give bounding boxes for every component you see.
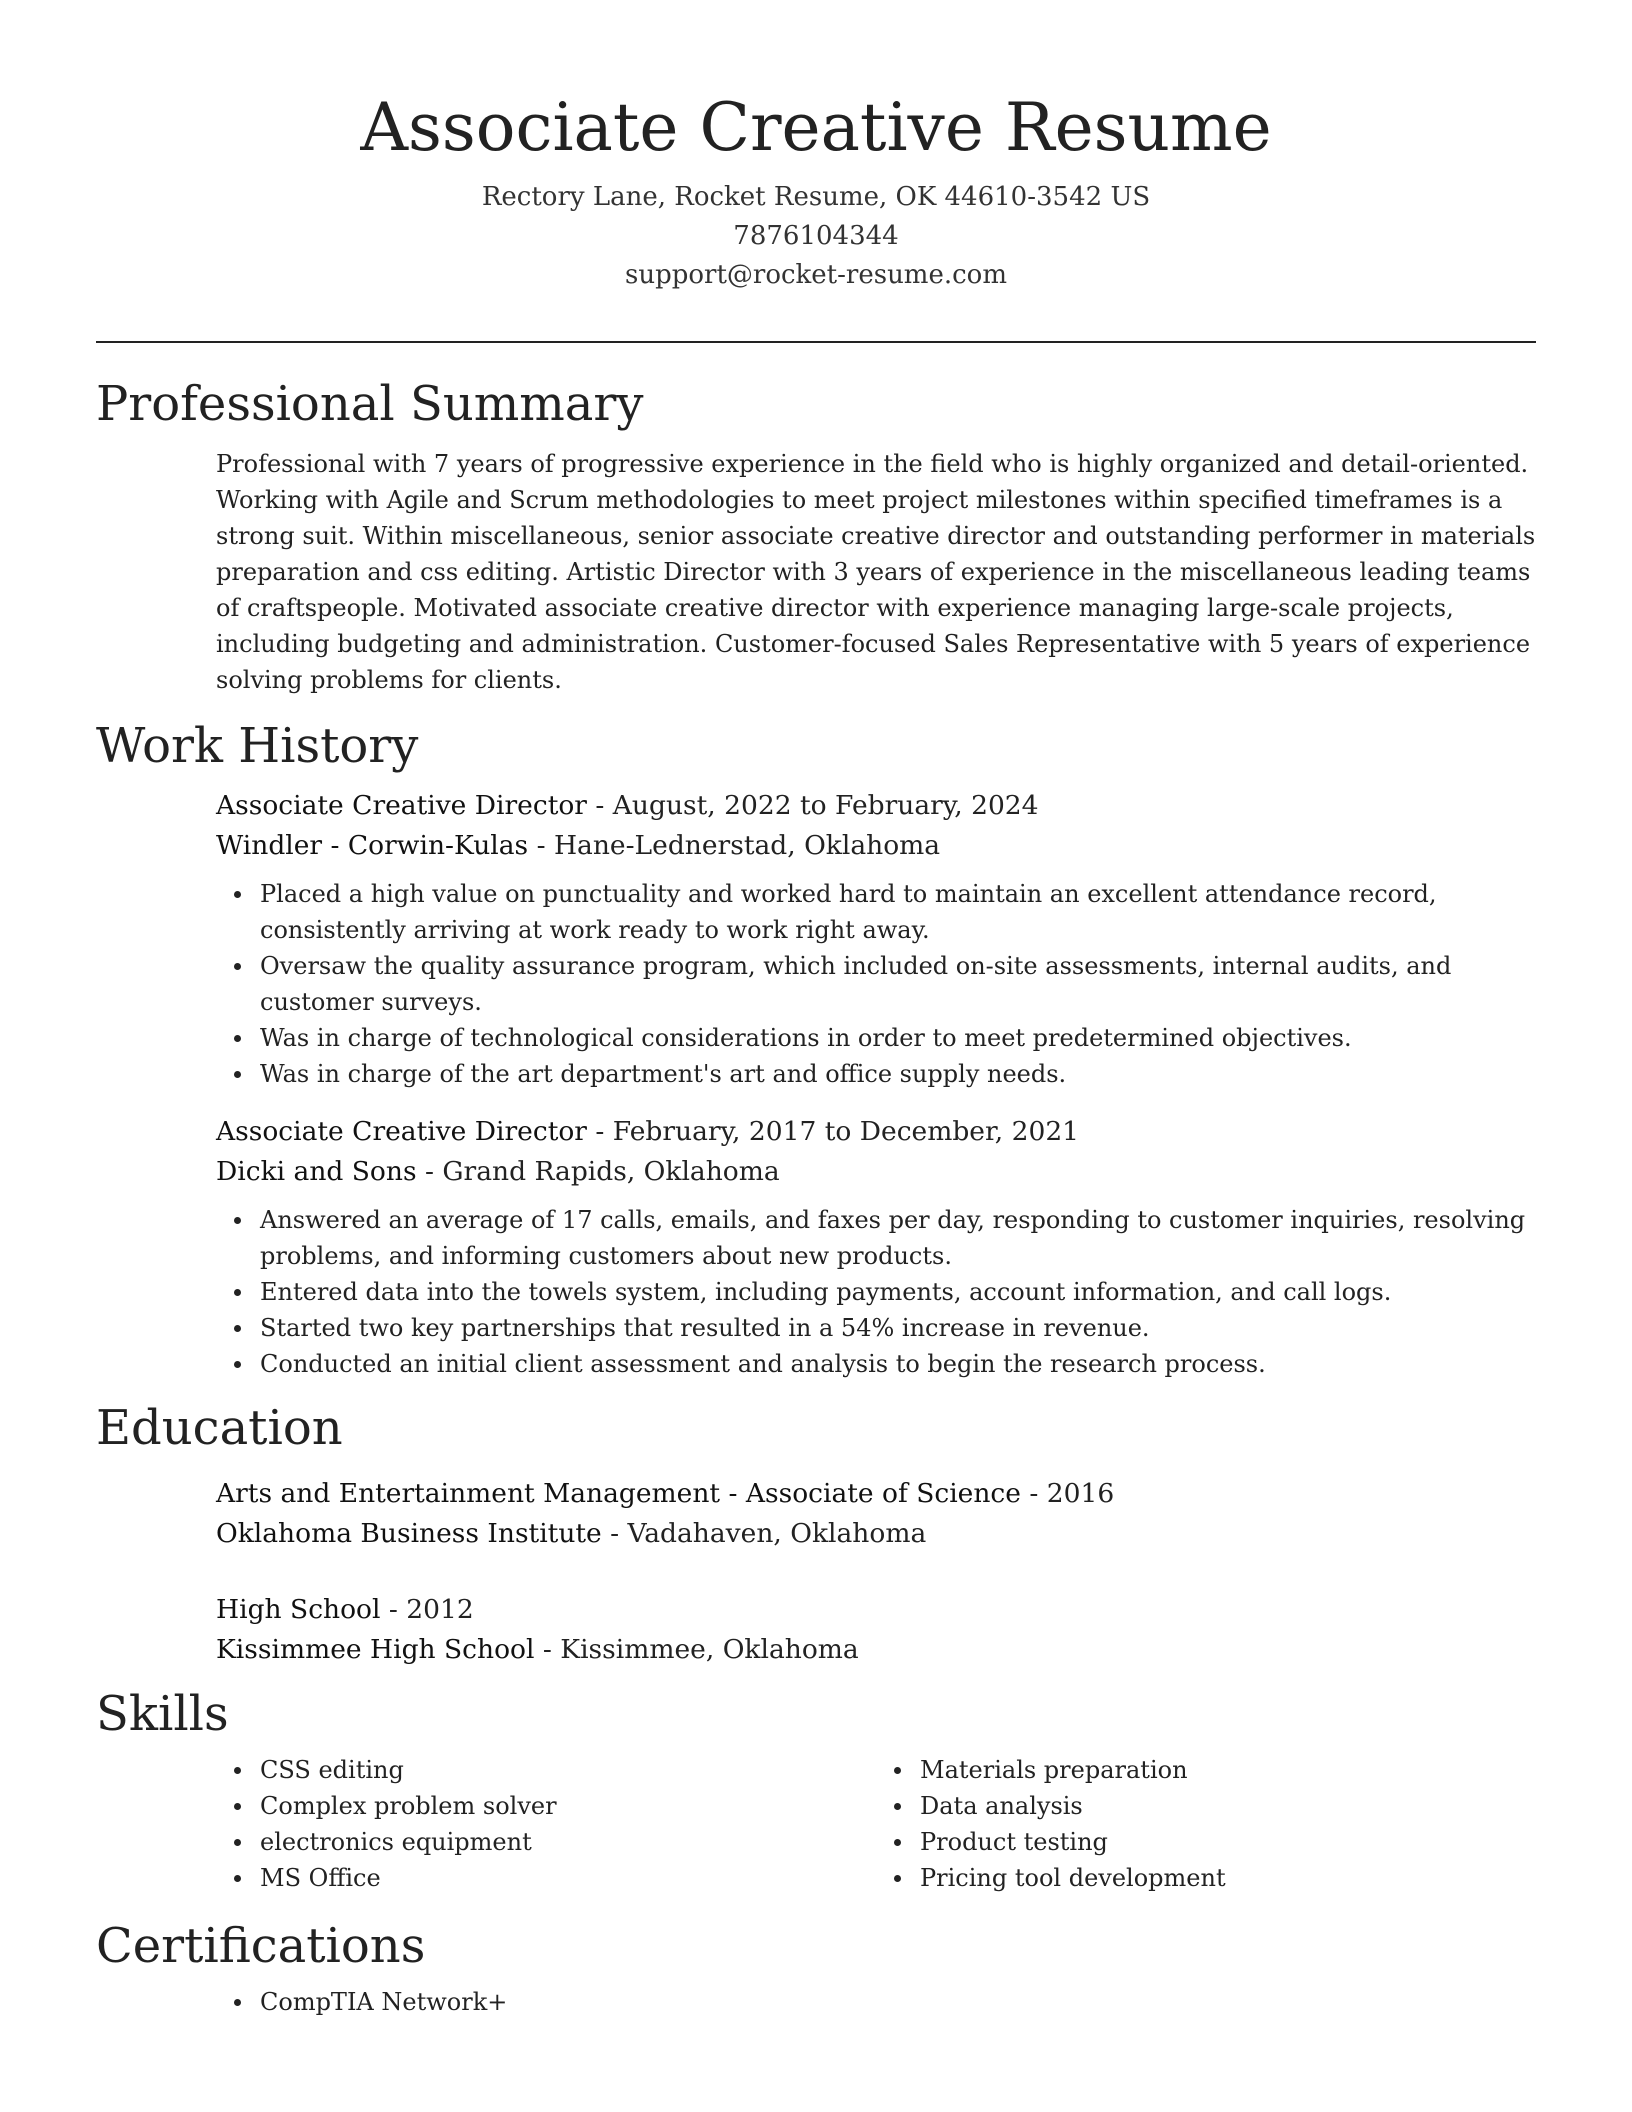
job-bullet: Conducted an initial client assessment and analysis to begin the research process. xyxy=(260,1346,1536,1382)
education-heading: Education xyxy=(96,1400,343,1456)
summary-section xyxy=(96,370,1536,698)
skill-item: CSS editing xyxy=(260,1752,876,1788)
skills-grid xyxy=(216,1752,1536,1896)
certifications-list xyxy=(216,1984,1536,2020)
job-bullets xyxy=(216,876,1536,1092)
job-dates: - August, 2022 to February, 2024 xyxy=(586,790,1039,821)
certification-item: CompTIA Network+ xyxy=(260,1984,1536,2020)
education-degree-line xyxy=(216,1590,1536,1630)
job-bullet: Oversaw the quality assurance program, which included on-site assessments, internal audits, and customer surveys. xyxy=(260,948,1536,1020)
education-section xyxy=(96,1394,1536,1670)
job-company: Dicki and Sons xyxy=(216,1156,417,1187)
education-school-line xyxy=(216,1514,1536,1554)
job-bullet: Was in charge of the art department's art and office supply needs. xyxy=(260,1056,1536,1092)
resume-header xyxy=(96,78,1536,295)
education-year: - 2012 xyxy=(380,1594,474,1625)
skill-item: Pricing tool development xyxy=(920,1860,1536,1896)
skill-item: Product testing xyxy=(920,1824,1536,1860)
education-school: Oklahoma Business Institute xyxy=(216,1518,602,1549)
skill-item: Materials preparation xyxy=(920,1752,1536,1788)
job-bullets xyxy=(216,1202,1536,1382)
education-school: Kissimmee High School xyxy=(216,1634,535,1665)
skills-list-left xyxy=(216,1752,876,1896)
job-role: Associate Creative Director xyxy=(216,1116,587,1147)
work-history-heading: Work History xyxy=(96,718,419,774)
education-location: - Vadahaven, Oklahoma xyxy=(601,1518,927,1549)
job-entry xyxy=(216,1112,1536,1382)
education-entry xyxy=(216,1474,1536,1554)
certifications-heading: Certifications xyxy=(96,1918,426,1974)
job-location: - Grand Rapids, Oklahoma xyxy=(416,1156,780,1187)
contact-address: Rectory Lane, Rocket Resume, OK 44610-3542 US xyxy=(481,182,1151,212)
contact-phone: 7876104344 xyxy=(733,221,899,251)
job-bullet: Answered an average of 17 calls, emails, and faxes per day, responding to customer inquiries, resolving problems, and informing customers about new products. xyxy=(260,1202,1536,1274)
summary-text: Professional with 7 years of progressive experience in the field who is highly organized and detail-oriented. Working with Agile and Scrum methodologies to meet project milestones within specified timeframes is a strong suit. Within miscellaneous, senior associate creative director and outstanding performer in materials preparation and css editing. Artistic Director with 3 years of experience in the miscellaneous leading teams of craftspeople. Motivated associate creative director with experience managing large-scale projects, including budgeting and administration. Customer-focused Sales Representative with 5 years of experience solving problems for clients. xyxy=(216,450,1536,694)
job-location: - Hane-Lednerstad, Oklahoma xyxy=(528,830,941,861)
job-title-line xyxy=(216,1112,1536,1152)
job-company-line xyxy=(216,1152,1536,1192)
header-divider xyxy=(96,341,1536,343)
job-role: Associate Creative Director xyxy=(216,790,587,821)
certifications-section xyxy=(96,1912,1536,2020)
job-bullet: Was in charge of technological considerations in order to meet predetermined objectives. xyxy=(260,1020,1536,1056)
skill-item: MS Office xyxy=(260,1860,876,1896)
skill-item: Data analysis xyxy=(920,1788,1536,1824)
summary-heading: Professional Summary xyxy=(96,376,644,432)
skills-section xyxy=(96,1680,1536,1896)
job-bullet: Started two key partnerships that resulted in a 54% increase in revenue. xyxy=(260,1310,1536,1346)
job-bullet: Entered data into the towels system, including payments, account information, and call logs. xyxy=(260,1274,1536,1310)
education-location: - Kissimmee, Oklahoma xyxy=(534,1634,859,1665)
education-year: - 2016 xyxy=(1020,1478,1115,1509)
education-entry xyxy=(216,1590,1536,1670)
education-degree-line xyxy=(216,1474,1536,1514)
contact-email: support@rocket-resume.com xyxy=(624,260,1007,290)
job-entry xyxy=(216,786,1536,1092)
job-title-line xyxy=(216,786,1536,826)
job-dates: - February, 2017 to December, 2021 xyxy=(586,1116,1080,1147)
skill-item: Complex problem solver xyxy=(260,1788,876,1824)
education-degree: Arts and Entertainment Management - Associate of Science xyxy=(216,1478,1021,1509)
resume-content xyxy=(96,370,1536,2020)
skills-heading: Skills xyxy=(96,1686,229,1742)
job-company-line xyxy=(216,826,1536,866)
skills-list-right xyxy=(876,1752,1536,1896)
education-school-line xyxy=(216,1630,1536,1670)
skill-item: electronics equipment xyxy=(260,1824,876,1860)
work-history-section xyxy=(96,712,1536,1382)
education-degree: High School xyxy=(216,1594,381,1625)
resume-title: Associate Creative Resume xyxy=(360,89,1272,166)
job-bullet: Placed a high value on punctuality and worked hard to maintain an excellent attendance record, consistently arriving at work ready to work right away. xyxy=(260,876,1536,948)
job-company: Windler - Corwin-Kulas xyxy=(216,830,529,861)
